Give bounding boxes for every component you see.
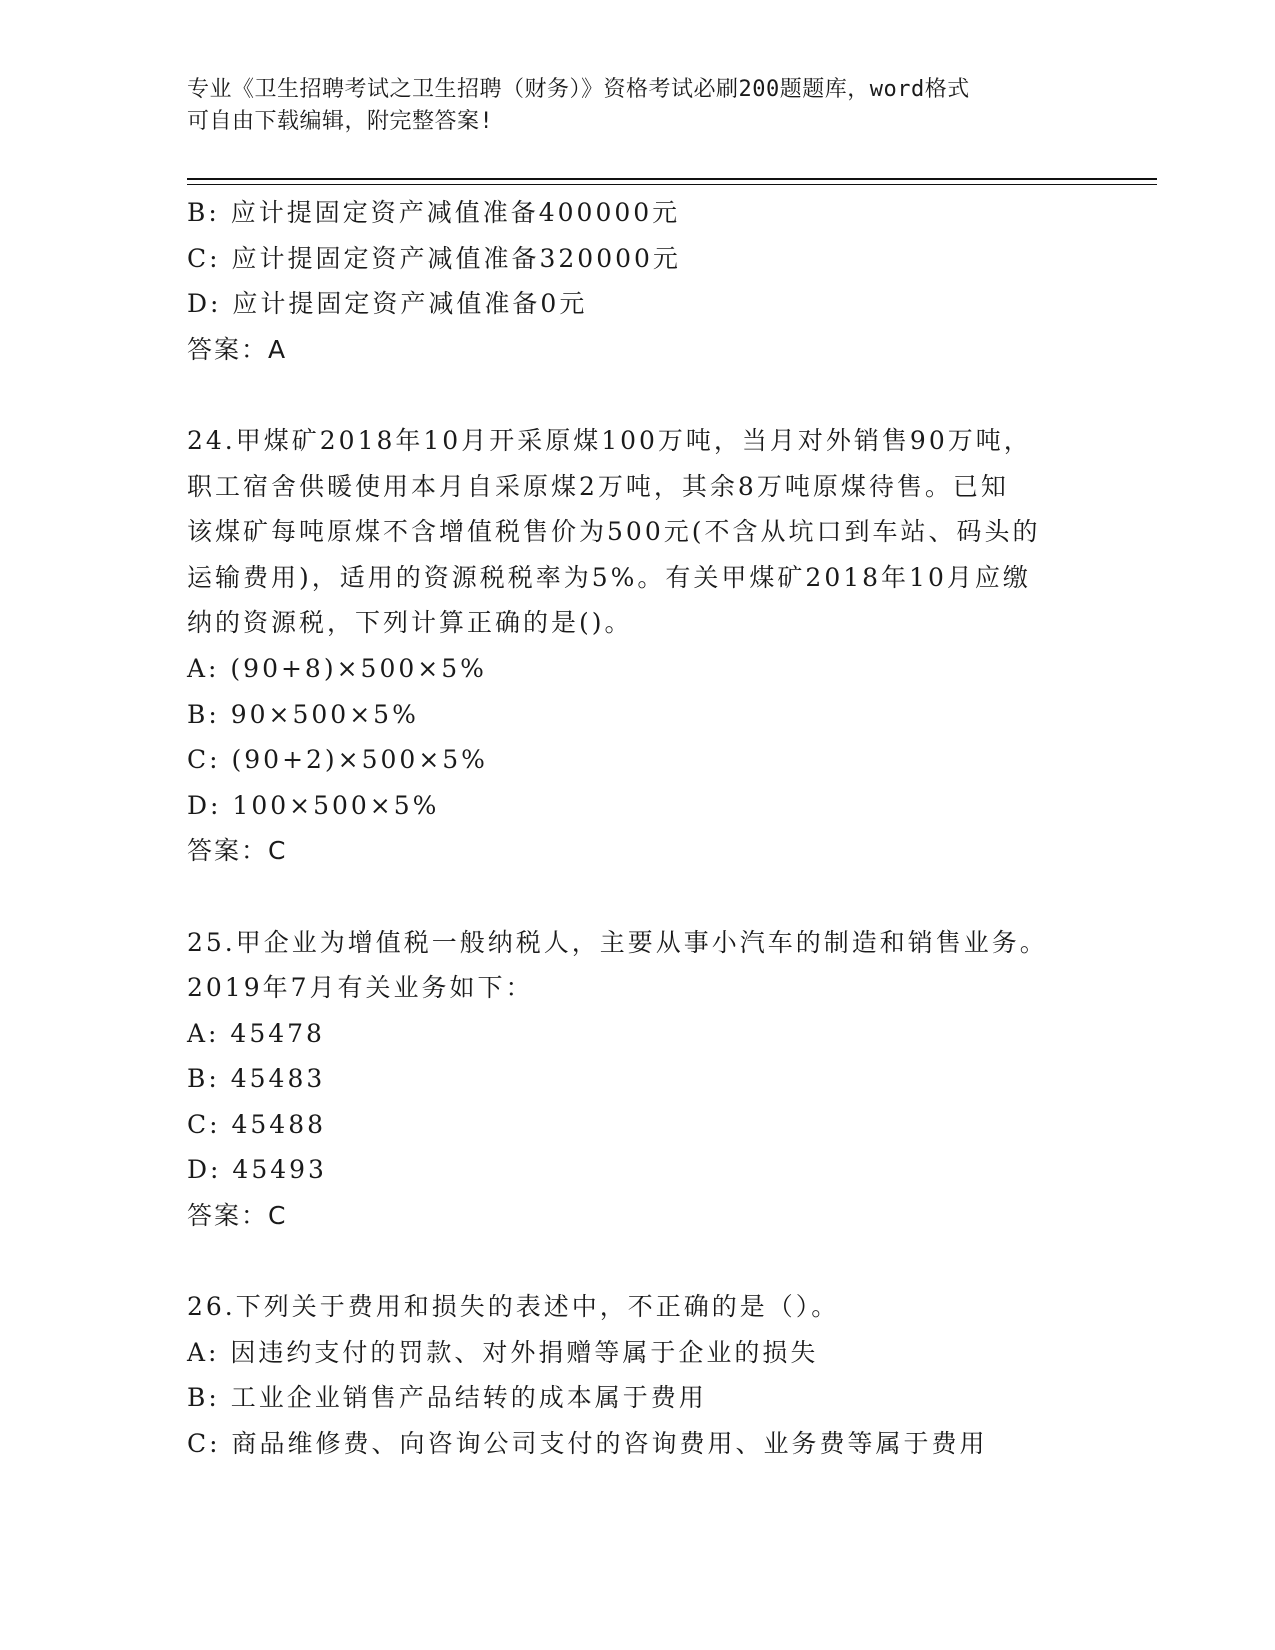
option-b: B: 45483 bbox=[187, 1064, 326, 1094]
option-b: B: 90×500×5% bbox=[187, 699, 419, 729]
header-line-1: 专业《卫生招聘考试之卫生招聘（财务）》资格考试必刷200题题库，word格式 bbox=[187, 77, 970, 102]
question-text-line: 24.甲煤矿2018年10月开采原煤100万吨，当月对外销售90万吨， bbox=[187, 425, 1032, 455]
answer-label: 答案：A bbox=[187, 334, 288, 364]
question-24 bbox=[187, 418, 1087, 874]
option-a: A: (90+8)×500×5% bbox=[187, 653, 487, 683]
page-header bbox=[187, 74, 1067, 138]
option-c: C: 45488 bbox=[187, 1109, 327, 1139]
option-b: B: 应计提固定资产减值准备400000元 bbox=[187, 198, 681, 227]
header-divider-thin bbox=[187, 184, 1157, 185]
spacer bbox=[187, 874, 1087, 920]
header-line-2: 可自由下载编辑，附完整答案! bbox=[187, 109, 494, 134]
option-c: C: 应计提固定资产减值准备320000元 bbox=[187, 243, 681, 273]
option-c: C: (90+2)×500×5% bbox=[187, 745, 488, 775]
question-text-line: 26.下列关于费用和损失的表述中，不正确的是（）。 bbox=[187, 1292, 840, 1322]
question-text-line: 25.甲企业为增值税一般纳税人，主要从事小汽车的制造和销售业务。 bbox=[187, 927, 1048, 957]
question-text-line: 运输费用)，适用的资源税税率为5%。有关甲煤矿2018年10月应缴 bbox=[187, 562, 1031, 592]
option-a: A: 45478 bbox=[187, 1018, 325, 1048]
option-d: D: 45493 bbox=[187, 1155, 327, 1185]
question-text-line: 纳的资源税，下列计算正确的是()。 bbox=[187, 608, 633, 638]
answer-label: 答案：C bbox=[187, 1201, 288, 1231]
question-25 bbox=[187, 920, 1087, 1239]
header-divider-thick bbox=[187, 178, 1157, 180]
spacer bbox=[187, 372, 1087, 418]
prev-question-block bbox=[187, 190, 1087, 372]
answer-label: 答案：C bbox=[187, 836, 288, 866]
option-d: D: 100×500×5% bbox=[187, 790, 440, 820]
option-d: D: 应计提固定资产减值准备0元 bbox=[187, 289, 588, 319]
question-text-line: 2019年7月有关业务如下： bbox=[187, 973, 534, 1003]
option-b: B: 工业企业销售产品结转的成本属于费用 bbox=[187, 1383, 707, 1413]
spacer bbox=[187, 1239, 1087, 1285]
question-content bbox=[187, 190, 1087, 1467]
option-c: C: 商品维修费、向咨询公司支付的咨询费用、业务费等属于费用 bbox=[187, 1429, 988, 1459]
question-text-line: 该煤矿每吨原煤不含增值税售价为500元(不含从坑口到车站、码头的 bbox=[187, 517, 1041, 547]
question-text-line: 职工宿舍供暖使用本月自采原煤2万吨，其余8万吨原煤待售。已知 bbox=[187, 471, 1009, 501]
question-26 bbox=[187, 1284, 1087, 1466]
option-a: A: 因违约支付的罚款、对外捐赠等属于企业的损失 bbox=[187, 1337, 819, 1367]
